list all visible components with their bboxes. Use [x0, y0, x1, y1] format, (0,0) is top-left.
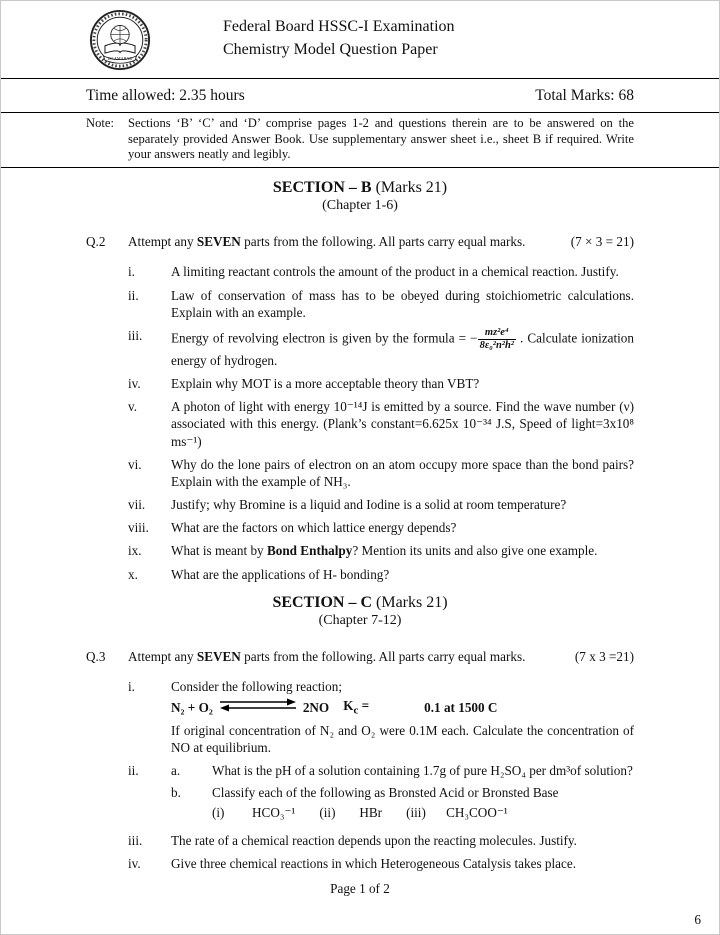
question-2-instruction: [128, 233, 561, 250]
option-ii: [319, 804, 382, 821]
item-text-with-bold: [171, 542, 634, 559]
classify-options: [212, 804, 634, 821]
item-numeral: vii.: [128, 497, 146, 513]
q2-intro-post: parts from the following. All parts carry equal marks.: [240, 234, 526, 250]
q3-item-i-paragraph: If original concentration of N₂ and O₂ were 0.1M each. Calculate the concentration of NO at equilibrium.: [171, 722, 634, 756]
item-text-pre: What is meant by: [171, 543, 267, 559]
item-text-post: ? Mention its units and also give one example.: [352, 543, 598, 559]
question-3-instruction: [128, 648, 565, 665]
option-formula: CH₃COO⁻¹: [446, 804, 508, 820]
option-label: (i): [212, 804, 225, 820]
section-c-marks: (Marks 21): [372, 593, 448, 611]
section-b-heading: [1, 179, 719, 197]
question-3-header: [86, 648, 634, 665]
item-numeral: ii.: [128, 287, 139, 303]
page-footer-label: Page 1 of 2: [330, 881, 390, 897]
exam-title: Federal Board HSSC-I Examination: [223, 18, 455, 35]
formula-prefix: Energy of revolving electron is given by the formula = −: [171, 330, 478, 346]
section-b-marks: (Marks 21): [371, 179, 448, 197]
paper-titles: [223, 9, 455, 61]
item-numeral: vi.: [128, 456, 142, 472]
products: 2NO: [302, 699, 330, 715]
q2-item-ii: [128, 287, 634, 321]
item-numeral: v.: [128, 399, 138, 415]
option-label: (iii): [406, 804, 426, 820]
item-numeral: viii.: [128, 520, 149, 536]
q2-item-vii: [128, 496, 634, 513]
sub-item-text: What is the pH of a solution containing 1.7g of pure H₂SO₄ per dm³of solution?: [212, 763, 633, 779]
section-b-chapter: (Chapter 1-6): [322, 198, 398, 214]
sub-item-text-block: [212, 784, 634, 820]
q2-intro-bold: SEVEN: [196, 234, 241, 250]
kc-value: 0.1 at 1500 C: [424, 699, 498, 715]
option-formula: HCO₃⁻¹: [252, 804, 296, 820]
item-text: Justify; why Bromine is a liquid and Iodine is a solid at room temperature?: [171, 497, 567, 513]
paper-body-section-c: [1, 648, 719, 898]
q2-item-x: [128, 566, 634, 583]
q3-item-ii: [128, 762, 634, 825]
section-c-title: SECTION – C: [272, 593, 373, 611]
kc-equals: =: [361, 697, 370, 713]
item-numeral: iii.: [128, 327, 143, 343]
item-text: A limiting reactant controls the amount of the product in a chemical reaction. Justify.: [171, 264, 619, 280]
time-allowed: Time allowed: 2.35 hours: [86, 87, 245, 104]
paper-header: [1, 1, 719, 78]
item-text-with-formula: [171, 327, 634, 369]
formula-suffix: . Calculate ionization energy of hydrogen.: [171, 330, 634, 368]
fraction-denominator: 8ε₀²n²h²: [479, 339, 514, 351]
item-text: A photon of light with energy 10⁻¹⁴J is emitted by a source. Find the wave number (ν) associated with this energy. (Plank’s constant=6.625x 10⁻³⁴ J.S, Speed of light=3x10⁸ ms⁻¹): [171, 399, 634, 449]
page-corner-number: 6: [694, 912, 701, 927]
bond-enthalpy-bold: Bond Enthalpy: [266, 543, 353, 559]
item-numeral: x.: [128, 566, 138, 582]
option-i: [212, 804, 295, 821]
section-c-heading: [1, 594, 719, 612]
question-2-items: [128, 263, 634, 582]
item-numeral: ii.: [128, 763, 139, 779]
note-box: [1, 112, 719, 168]
kc-subscript: c: [353, 704, 359, 717]
fraction-numerator: mz²e⁴: [478, 327, 516, 340]
paper-subtitle: Chemistry Model Question Paper: [223, 40, 438, 58]
logo-emblem-icon: [89, 9, 151, 71]
q3-item-ii-body: [171, 762, 634, 825]
total-marks: Total Marks: 68: [535, 87, 634, 104]
item-text: What are the applications of H- bonding?: [171, 566, 390, 582]
q3-item-iii: [128, 832, 634, 849]
q2-item-ix: [128, 542, 634, 559]
info-row: [1, 79, 719, 112]
q3-item-ii-b: [171, 784, 634, 820]
sub-item-label: a.: [171, 763, 181, 779]
classify-instruction: Classify each of the following as Bronsted Acid or Bronsted Base: [212, 785, 559, 801]
q2-item-iii: [128, 327, 634, 369]
item-text: What are the factors on which lattice energy depends?: [171, 520, 457, 536]
item-text: Give three chemical reactions in which Heterogeneous Catalysis takes place.: [171, 855, 576, 871]
kc-base: K: [343, 697, 354, 713]
question-2-header: [86, 233, 634, 250]
option-iii: [406, 804, 508, 821]
note-label: Note:: [86, 116, 114, 130]
federal-board-logo-icon: [89, 9, 151, 71]
item-numeral: i.: [128, 678, 135, 694]
kc-label: [343, 697, 369, 718]
energy-formula-fraction: [478, 327, 516, 352]
section-b-title: SECTION – B: [272, 179, 372, 197]
item-numeral: iv.: [128, 855, 141, 871]
question-3-marks: (7 x 3 =21): [574, 648, 634, 664]
option-formula: HBr: [359, 804, 383, 820]
logo-banner-text: ISLAMABAD: [107, 55, 133, 61]
q3-intro-post: parts from the following. All parts carry equal marks.: [240, 648, 526, 664]
reaction-intro: Consider the following reaction;: [171, 678, 343, 694]
q3-item-i: [128, 678, 634, 756]
q2-item-viii: [128, 519, 634, 536]
equilibrium-equation: [171, 697, 634, 718]
item-numeral: i.: [128, 264, 135, 280]
q2-item-i: [128, 263, 634, 280]
q3-item-ii-a: [171, 762, 634, 779]
item-text: Law of conservation of mass has to be obeyed during stoichiometric calculations. Explain with an example.: [171, 287, 634, 320]
q3-item-iv: [128, 855, 634, 872]
q2-item-iv: [128, 375, 634, 392]
item-numeral: iv.: [128, 376, 141, 392]
q2-item-v: [128, 398, 634, 449]
question-3-number: Q.3: [86, 648, 106, 664]
reactants: N₂ + O₂: [171, 699, 213, 715]
sub-item-label: b.: [171, 785, 181, 801]
item-text: Why do the lone pairs of electron on an atom occupy more space than the bond pairs? Explain with the example of NH₃.: [171, 456, 634, 489]
q2-intro-pre: Attempt any: [128, 234, 197, 250]
section-c-chapter: (Chapter 7-12): [318, 612, 402, 628]
item-numeral: iii.: [128, 832, 143, 848]
q3-intro-pre: Attempt any: [128, 648, 197, 664]
item-numeral: ix.: [128, 543, 142, 559]
item-text: Explain why MOT is a more acceptable theory than VBT?: [171, 376, 480, 392]
q3-intro-bold: SEVEN: [196, 648, 241, 664]
option-label: (ii): [319, 804, 336, 820]
equilibrium-arrow-icon: [220, 698, 296, 716]
question-2-number: Q.2: [86, 234, 106, 250]
item-text: The rate of a chemical reaction depends upon the reacting molecules. Justify.: [171, 832, 577, 848]
question-3-items: [128, 678, 634, 872]
note-text: Sections ‘B’ ‘C’ and ‘D’ comprise pages 1-2 and questions therein are to be answered on the separately provided Answer Book. Use supplementary answer sheet i.e., sheet B if required. Write your answers neatly and legibly.: [128, 116, 634, 162]
question-2-marks: (7 × 3 = 21): [570, 234, 634, 250]
q2-item-vi: [128, 456, 634, 490]
paper-body: [1, 233, 719, 582]
q3-item-i-body: [171, 678, 634, 756]
